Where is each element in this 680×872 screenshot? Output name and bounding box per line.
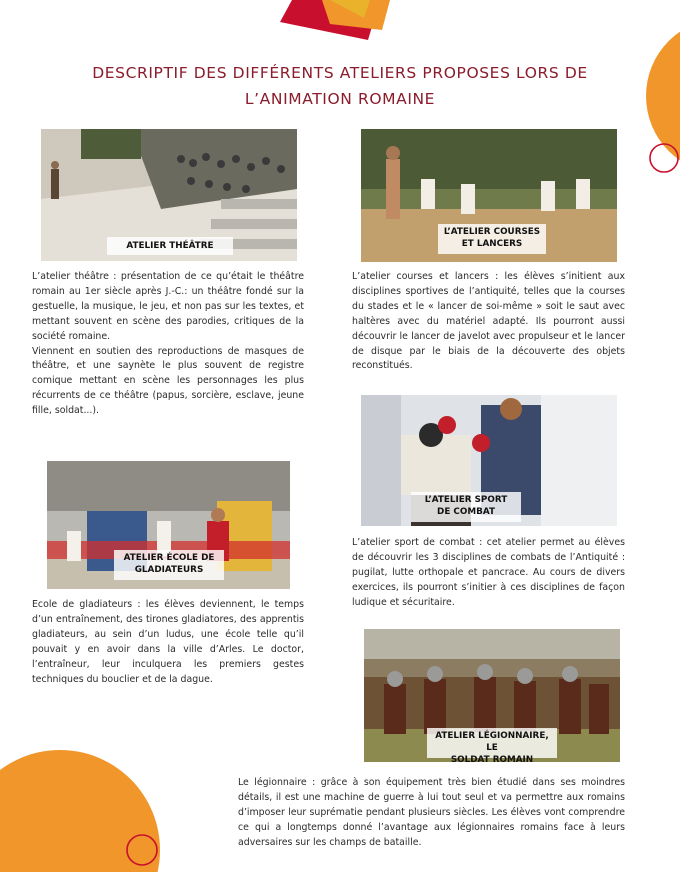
legionnaire-caption: ATELIER LÉGIONNAIRE, LE SOLDAT ROMAIN <box>427 728 557 758</box>
gladiateurs-text: Ecole de gladiateurs : les élèves deviennent, le temps d’un entraînement, des tirones gladiatores, des apprentis gladiateurs, au sein d’un ludus, une école telle qu’il pouvait y en avoir dans la ville d’Arles. Le doctor, l’entraîneur, leur inculquera les premiers gestes techniques du bouclier et de la dague. <box>32 599 304 685</box>
gladiateurs-caption: ATELIER ÉCOLE DE GLADIATEURS <box>114 550 224 580</box>
theatre-text-p1: L’atelier théâtre : présentation de ce qu’était le théâtre romain au 1er siècle après J.-C.: un théâtre fondé sur la gestuelle, la musique, le jeu, et non pas sur les textes, et mettant souvent en scène des parodies, critiques de la société romaine. <box>32 271 304 342</box>
page-title <box>60 60 620 112</box>
theatre-text <box>32 270 304 419</box>
top-decoration <box>270 0 400 60</box>
courses-text: L’atelier courses et lancers : les élèves s’initient aux disciplines sportives de l’antiquité, telles que la courses du stades et le « lancer de soi-même » soit le saut avec haltères avec du matériel adapté. Ils pourront aussi découvrir le lancer de javelot avec propulseur et le lancer de disque par le biais de la découverte des objets reconstitués. <box>352 271 625 372</box>
combat-text: L’atelier sport de combat : cet atelier permet au élèves de découvrir les 3 disciplines de combats de l’Antiquité : pugilat, lutte orthopale et pancrace. Au cours de divers exercices, ils pourront s’initier à ces disciplines de façon ludique et sécuritaire. <box>352 537 625 608</box>
orange-circle-top-right <box>620 0 680 200</box>
orange-circle-bottom-left <box>0 720 170 872</box>
title-line-1: DESCRIPTIF DES DIFFÉRENTS ATELIERS PROPOSES LORS DE <box>92 64 588 82</box>
combat-caption: L’ATELIER SPORT DE COMBAT <box>411 492 521 522</box>
legionnaire-text: Le légionnaire : grâce à son équipement très bien étudié dans ses moindres détails, il est une machine de guerre à lui tout seul et va permettre aux romains d’imposer leur suprématie pendant plusieurs siècles. Les élèves vont comprendre ce qui a longtemps donné l’avantage aux légionnaires romains face à leurs adversaires sur les champs de bataille. <box>238 777 625 848</box>
courses-caption: L’ATELIER COURSES ET LANCERS <box>438 224 546 254</box>
theatre-text-p2: Viennent en soutien des reproductions de masques de théâtre, et une saynète le plus souvent de registre comique mettant en scène les personnages les plus récurrents de ce théâtre (papus, sorcière, esclave, jeune fille, soldat...). <box>32 345 304 417</box>
title-line-2: L’ANIMATION ROMAINE <box>244 90 436 108</box>
theatre-caption: ATELIER THÉÂTRE <box>107 237 233 255</box>
